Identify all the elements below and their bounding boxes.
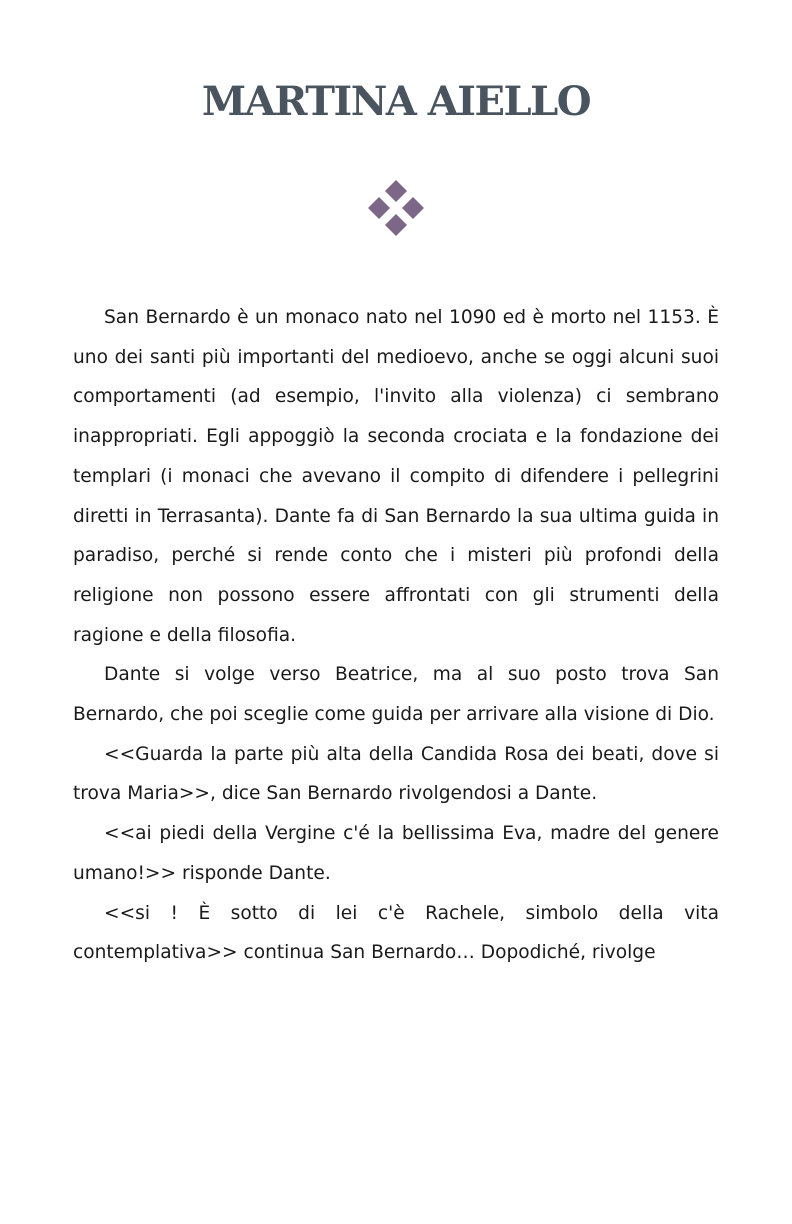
page-title: MARTINA AIELLO — [201, 78, 591, 125]
diamond-cluster-icon — [368, 180, 424, 236]
body-text — [73, 298, 719, 973]
paragraph: Dante si volge verso Beatrice, ma al suo posto trova San Bernardo, che poi sceglie come guida per arrivare alla visione di Dio. — [73, 664, 719, 726]
paragraph: <<si ! È sotto di lei c'è Rachele, simbolo della vita contemplativa>> continua San Bernardo… Dopodiché, rivolge — [73, 902, 719, 964]
paragraph: <<Guarda la parte più alta della Candida Rosa dei beati, dove si trova Maria>>, dice San Bernardo rivolgendosi a Dante. — [73, 743, 719, 805]
paragraph: <<ai piedi della Vergine c'é la bellissima Eva, madre del genere umano!>> risponde Dante. — [73, 823, 719, 884]
paragraph: San Bernardo è un monaco nato nel 1090 ed è morto nel 1153. È uno dei santi più importanti del medioevo, anche se oggi alcuni suoi comportamenti (ad esempio, l'invito alla violenza) ci sembrano inappropriati. Egli appoggiò la seconda crociata e la fondazione dei templari (i monaci che avevano il compito di difendere i pellegrini diretti in Terrasanta). Dante fa di San Bernardo la sua ultima guida in paradiso, perché si rende conto che i misteri più profondi della religione non possono essere affrontati con gli strumenti della ragione e della filosofia. — [73, 307, 719, 646]
